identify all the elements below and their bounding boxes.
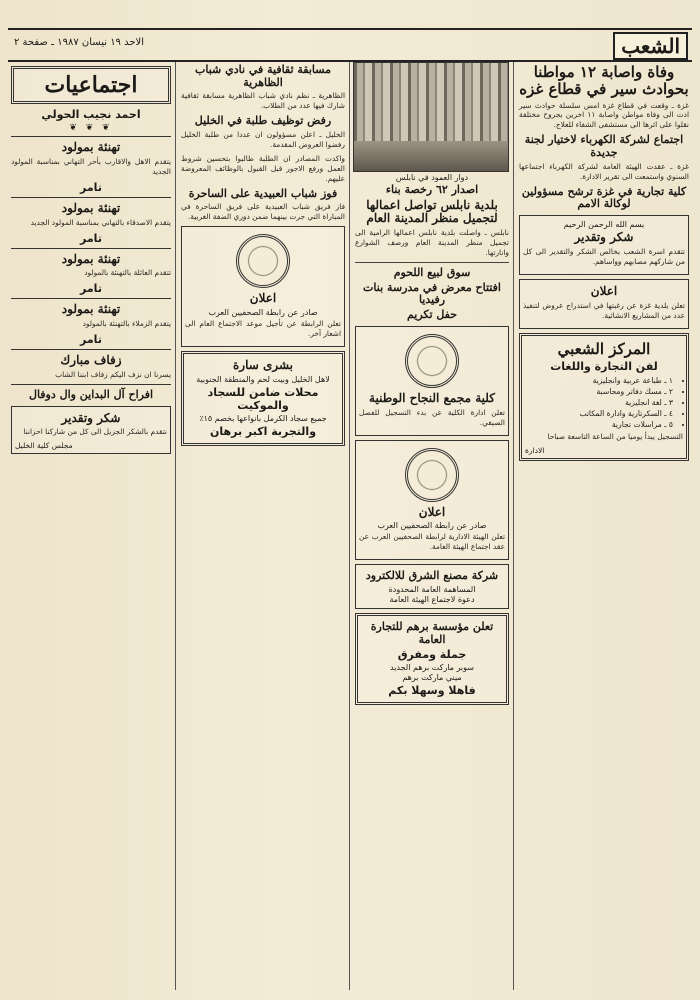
congrats-name: تامر <box>80 282 102 296</box>
divider <box>355 262 509 263</box>
ilan-ad <box>355 440 509 561</box>
college-seal-icon <box>405 334 459 388</box>
ilan-body: صادر عن رابطة الصحفيين العرب <box>208 308 318 318</box>
headline-main: وفاة واصابة ١٢ مواطنا بحوادث سير في قطاع غزه <box>519 63 689 99</box>
store-body: جميع سجاد الكرمل بانواعها بخصم ١٥٪ <box>199 413 327 423</box>
body-text: نابلس ـ واصلت بلدية نابلس اعمالها الرامية الى تجميل منظر المدينة العام ورصف الشوارع وانارتها. <box>355 228 509 258</box>
headline-3: كلية تجارية في غزة ترشح مسؤولين لوكالة الامم <box>521 184 687 211</box>
name-block: احمد نجيب الحولي <box>41 108 141 121</box>
ilan-text: صادر عن رابطة الصحفيين العرب <box>377 521 487 531</box>
congrats-title: تهنئة بمولود <box>61 302 121 317</box>
ornament: ❦ ❦ ❦ <box>69 123 113 133</box>
list-item: • ٣ ـ لغة انجليزية <box>525 397 673 408</box>
column-4 <box>8 62 174 990</box>
headline-2: اجتماع لشركة الكهرباء لاختيار لجنة جديدة <box>524 133 684 160</box>
page-header <box>8 28 692 62</box>
column-1 <box>516 62 692 990</box>
column-2 <box>352 62 512 990</box>
congrats-name: تامر <box>80 333 102 347</box>
store-footer: والتجربة اكبر برهان <box>209 424 317 438</box>
congrats-text: تتقدم العائلة بالتهنئة بالمولود <box>84 268 171 278</box>
offer-body: لاهل الخليل وبيت لحم والمنطقة الجنوبية <box>196 374 330 384</box>
shukr-footer: مجلس كلية الخليل <box>15 441 73 451</box>
shukr-text: تتقدم اسرة الشعب بخالص الشكر والتقدير الى كل من شاركهم مصابهم وواساهم. <box>523 246 685 266</box>
ilan-ad <box>181 226 345 347</box>
column-divider <box>175 62 176 990</box>
markaz-ad <box>519 333 689 461</box>
shukr-title: شكر وتقدير <box>574 229 634 244</box>
brand-item: ميني ماركت برهم <box>402 673 462 683</box>
headline-1: مسابقة ثقافية في نادي شباب الظاهرية <box>195 63 331 89</box>
farah-title: افراح آل البداين وال دوفال <box>28 387 154 401</box>
column-3 <box>178 62 348 990</box>
headline-2: بلدية نابلس تواصل اعمالها لتجميل منظر المدينة العام <box>366 197 498 226</box>
congrats-text: يتقدم الزملاء بالتهنئة بالمولود <box>82 319 171 329</box>
kulliya-title: كلية مجمع النجاح الوطنية <box>369 390 495 405</box>
photo-caption: دوار العمود في نابلس <box>395 173 469 182</box>
store-ad <box>181 351 345 446</box>
shukr-box <box>519 215 689 275</box>
ilan-title: اعلان <box>418 504 446 519</box>
list-item: • ١ ـ طباعة عربية وانجليزية <box>525 375 673 386</box>
wedding-title: زفاف مبارك <box>60 353 122 368</box>
list-item: • ٥ ـ مراسلات تجارية <box>525 419 673 430</box>
store-title: محلات ضامن للسجاد والموكيت <box>207 385 319 412</box>
brand-footer: فاهلا وسهلا بكم <box>388 684 476 698</box>
body-text: غزة ـ عقدت الهيئة العامة لشركة الكهرباء اجتماعها السنوي واستمعت الى تقرير الادارة. <box>519 161 689 181</box>
offer-title: بشرى سارة <box>232 358 294 373</box>
ilan-title: اعلان <box>249 291 277 306</box>
brand-title: تعلن مؤسسة برهم للتجارة العامة <box>370 619 494 646</box>
masthead: الشعب <box>613 32 688 60</box>
wedding-text: يسرنا ان نزف اليكم زفاف ابننا الشاب <box>55 369 171 379</box>
congrats-block <box>11 298 171 346</box>
social-banner <box>11 66 171 104</box>
congrats-text: يتقدم الاصدقاء بالتهاني بمناسبة المولود الجديد <box>30 217 171 227</box>
headline-2: رفض توظيف طلبة في الخليل <box>194 114 332 128</box>
congrats-block <box>11 197 171 245</box>
markaz-footer: الادارة <box>525 445 545 455</box>
markaz-subtitle: لفن التجارة واللغات <box>550 359 658 373</box>
markaz-title: المركز الشعبي <box>557 339 651 358</box>
company-subtitle: المساهمة العامة المحدودة <box>388 584 476 594</box>
list-item: • ٢ ـ مسك دفاتر ومحاسبة <box>525 386 673 397</box>
ilan-text: تعلن بلدية غزة عن رغبتها في استدراج عروض لتنفيذ عدد من المشاريع الانشائية. <box>523 300 685 320</box>
association-seal-icon <box>405 448 459 502</box>
congrats-block <box>11 136 171 194</box>
headline-3: فوز شباب العبيدية على الساحرة <box>188 186 338 200</box>
congrats-title: تهنئة بمولود <box>61 140 121 154</box>
banner-title: اجتماعيات <box>44 72 138 98</box>
congrats-block <box>11 248 171 296</box>
farah-block <box>11 384 171 402</box>
item-c: حفل تكريم <box>406 308 458 322</box>
shukr-text: نتقدم بالشكر الجزيل الى كل من شاركنا احزاننا <box>23 427 167 437</box>
list-item: • ٤ ـ السكرتارية وادارة المكاتب <box>525 408 673 419</box>
kulliya-ad <box>355 326 509 436</box>
item-b: افتتاح معرض في مدرسة بنات رفيديا <box>363 280 501 307</box>
markaz-note: التسجيل يبدأ يوميا من الساعة التاسعة صباحا <box>547 431 683 441</box>
shukr-intro: بسم الله الرحمن الرحيم <box>563 219 645 229</box>
congrats-title: تهنئة بمولود <box>61 251 121 266</box>
body-text: الخليل ـ اعلن مسؤولون ان عددا من طلبة الخليل رفضوا العروض المقدمة. <box>181 129 345 149</box>
news-photo <box>353 62 509 172</box>
congrats-name: تامر <box>80 180 102 194</box>
item-a: سوق لبيع اللحوم <box>393 266 471 280</box>
ilan-body: تعلن الهيئة الادارية لرابطة الصحفيين العرب عن عقد اجتماع الهيئة العامة. <box>359 532 505 552</box>
markaz-list <box>525 375 683 430</box>
kulliya-text: تعلن ادارة الكلية عن بدء التسجيل للفصل الصيفي. <box>359 407 505 427</box>
shukr-box <box>11 406 171 455</box>
brand-item: سوبر ماركت برهم الجديد <box>390 663 474 673</box>
wedding-block <box>11 349 171 380</box>
association-seal-icon <box>236 234 290 288</box>
company-body: دعوة لاجتماع الهيئة العامة <box>389 594 475 604</box>
congrats-name: تامر <box>80 231 102 245</box>
ilan-box <box>519 279 689 329</box>
lead-text: غزة ـ وقعت في قطاع غزة امس سلسلة حوادث سير ادت الى وفاة مواطن واصابة ١١ اخرين بجروح مختلفة نقلوا على اثرها الى مستشفى الشفاء للعلاج. <box>519 100 689 130</box>
headline-1: اصدار ٦٢ رخصة بناء <box>385 183 479 196</box>
congrats-text: يتقدم الاهل والاقارب بأحر التهاني بمناسبة المولود الجديد <box>11 156 171 176</box>
body-text: الظاهرية ـ نظم نادي شباب الظاهرية مسابقة ثقافية شارك فيها عدد من الطلاب. <box>181 91 345 111</box>
shukr-title: شكر وتقدير <box>61 410 121 425</box>
company-ad <box>355 564 509 609</box>
company-title: شركة مصنع الشرق للالكترود <box>365 569 499 583</box>
brand-subtitle: جملة ومفرق <box>397 648 467 662</box>
brand-ad <box>355 613 509 705</box>
column-divider <box>513 62 514 990</box>
column-divider <box>349 62 350 990</box>
body-text: تعلن الرابطة عن تأجيل موعد الاجتماع العام الى اشعار آخر. <box>185 319 341 339</box>
body-text: واكدت المصادر ان الطلبة طالبوا بتحسين شروط العمل ورفع الاجور قبل القبول بالوظائف المعروضة عليهم. <box>181 153 345 183</box>
date-line: الاحد ١٩ نيسان ١٩٨٧ ـ صفحة ٢ <box>14 37 145 48</box>
ilan-title: اعلان <box>590 283 618 298</box>
congrats-title: تهنئة بمولود <box>61 200 121 215</box>
body-text: فاز فريق شباب العبيدية على فريق الساحرة في المباراة التي جرت بينهما ضمن دوري الضفة الغربية. <box>181 202 345 222</box>
